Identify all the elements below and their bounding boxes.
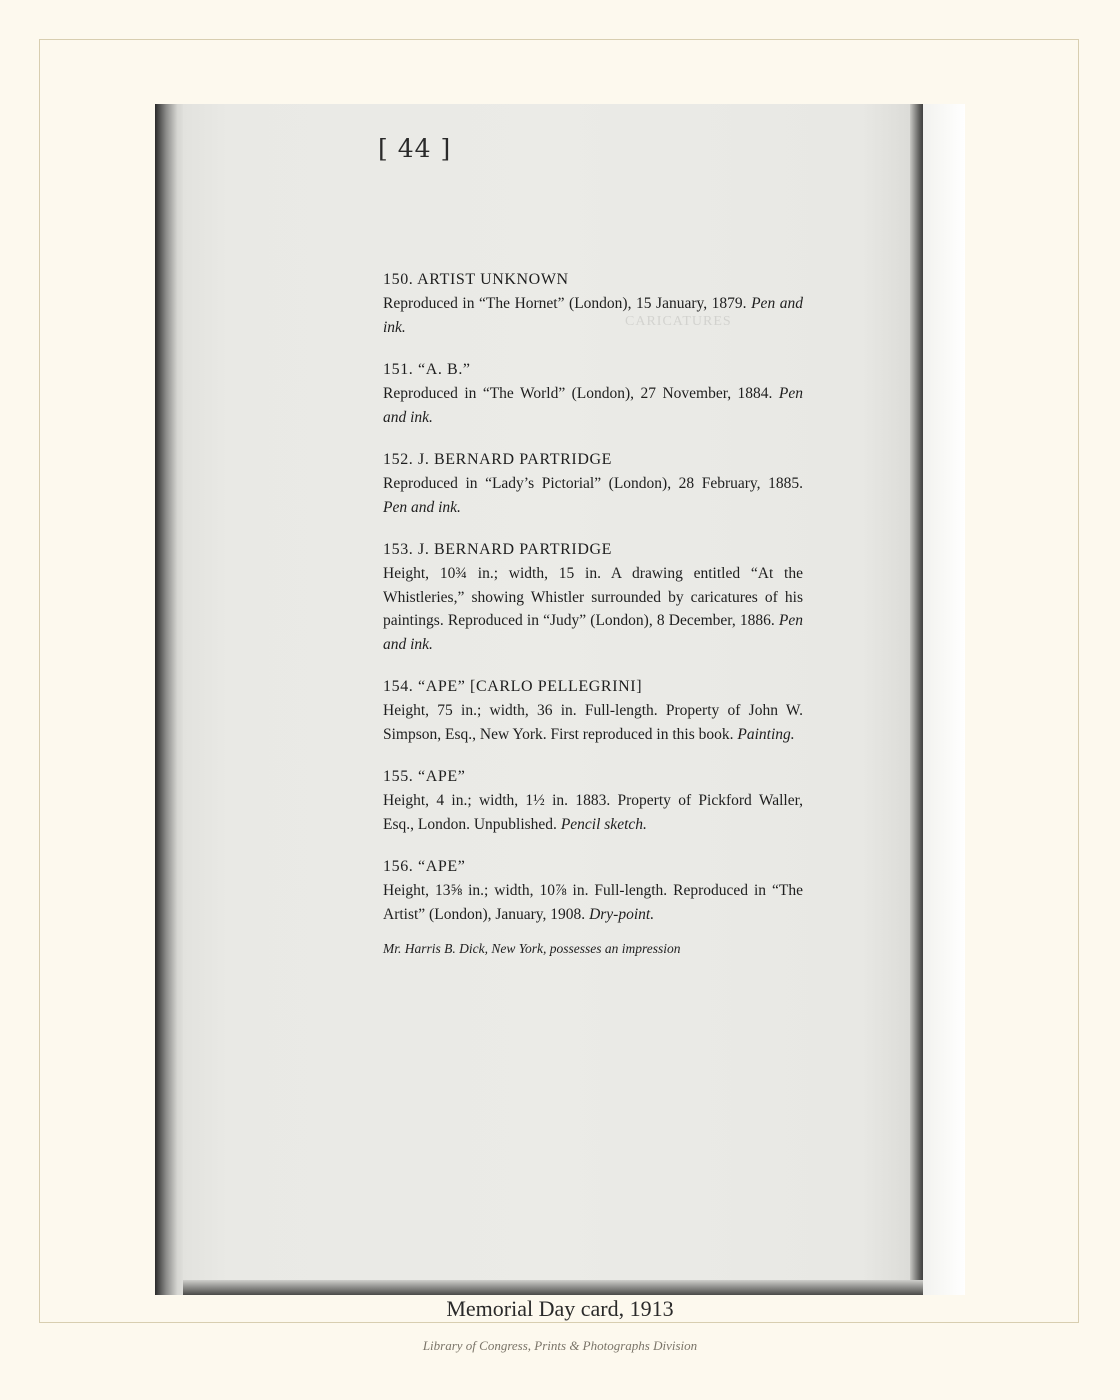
catalogue-entry: [383, 765, 803, 836]
bleed-through-text: CARICATURES: [625, 314, 732, 329]
entry-body: Height, 13⅝ in.; width, 10⅞ in. Full-length. Reproduced in “The Artist” (London), January, 1908.: [383, 882, 803, 923]
entry-heading: 153. J. BERNARD PARTRIDGE: [383, 541, 613, 558]
entry-medium: Dry-point.: [589, 905, 655, 923]
entry-medium: Pen and ink.: [383, 385, 803, 426]
entry-body: Height, 10¾ in.; width, 15 in. A drawing entitled “At the Whistleries,” showing Whistler surrounded by caricatures of his paintings. Reproduced in “Judy” (London), 8 December, 1886.: [383, 565, 803, 629]
entry-heading: 151. “A. B.”: [383, 361, 471, 378]
page-number: [ 44 ]: [378, 134, 452, 163]
credit-line: Library of Congress, Prints & Photographs Division: [422, 1338, 698, 1353]
entry-body: Height, 75 in.; width, 36 in. Full-length. Property of John W. Simpson, Esq., New York. First reproduced in this book.: [383, 702, 803, 743]
entry-heading: 150. ARTIST UNKNOWN: [383, 271, 569, 288]
footnote: Mr. Harris B. Dick, New York, possesses an impression: [383, 941, 681, 956]
catalogue-entry: [383, 855, 803, 926]
catalogue-entry: [383, 268, 803, 339]
entry-heading: 156. “APE”: [383, 858, 466, 875]
card-caption: Memorial Day card, 1913: [446, 1296, 674, 1321]
entry-heading: 152. J. BERNARD PARTRIDGE: [383, 451, 613, 468]
facing-sheet: [923, 104, 965, 1295]
entry-body: Reproduced in “Lady’s Pictorial” (London), 28 February, 1885.: [383, 475, 803, 492]
entry-heading: 154. “APE” [CARLO PELLEGRINI]: [383, 678, 643, 695]
entry-medium: Pen and ink.: [383, 612, 804, 653]
catalogue-entry: [383, 538, 803, 656]
catalogue-entries: [383, 268, 803, 959]
catalogue-entry: [383, 448, 803, 519]
entry-body: Reproduced in “The World” (London), 27 November, 1884.: [383, 385, 773, 402]
entry-medium: Pencil sketch.: [560, 815, 647, 833]
catalogue-entry: [383, 675, 803, 746]
page-bottom-edge: [183, 1280, 923, 1295]
entry-body: Height, 4 in.; width, 1½ in. 1883. Property of Pickford Waller, Esq., London. Unpublished.: [383, 792, 803, 833]
entry-heading: 155. “APE”: [383, 768, 466, 785]
entry-medium: Pen and ink.: [383, 498, 461, 516]
catalogue-entry: [383, 358, 803, 429]
entry-medium: Pen and ink.: [383, 295, 803, 336]
entry-body: Reproduced in “The Hornet” (London), 15 January, 1879.: [383, 295, 747, 312]
entry-medium: Painting.: [737, 725, 795, 743]
